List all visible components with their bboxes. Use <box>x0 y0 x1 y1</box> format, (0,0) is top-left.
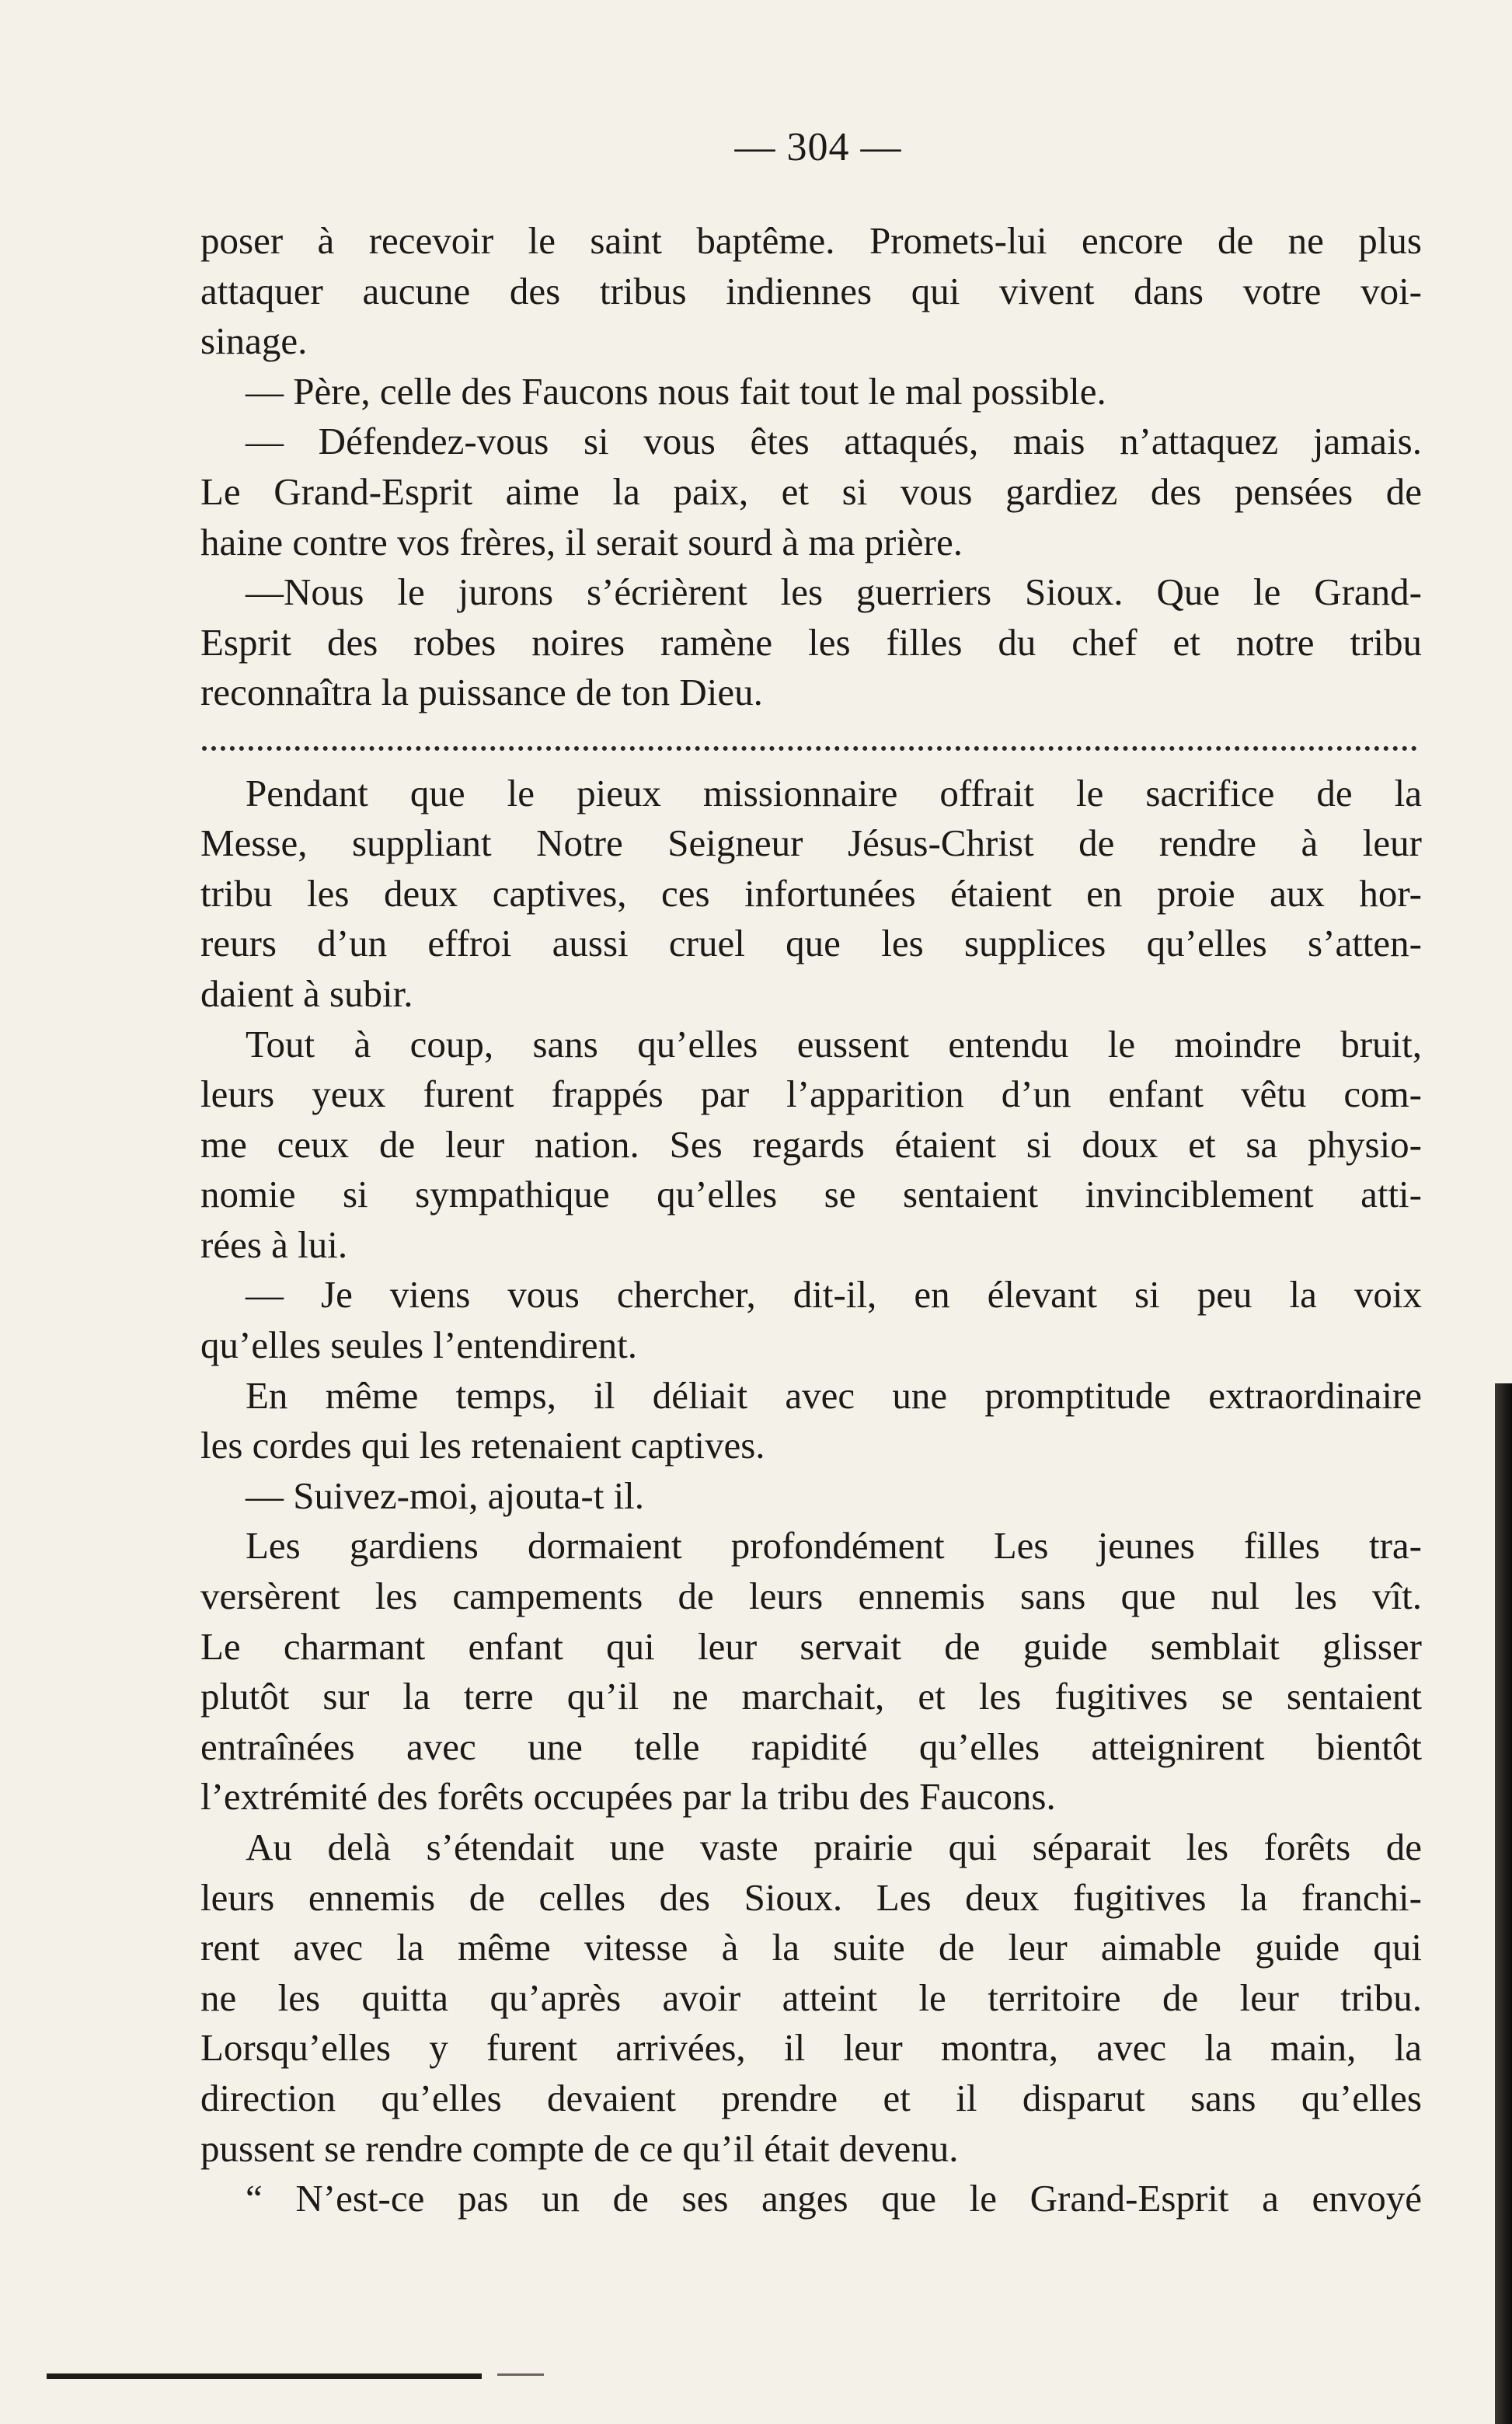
text-line: — Suivez-moi, ajouta-t il. <box>246 1474 645 1517</box>
text-line: — Défendez-vous si vous êtes attaqués, mais n’attaquez jamais. <box>246 420 1422 463</box>
text-line: entraînées avec une telle rapidité qu’elles atteignirent bientôt <box>200 1725 1422 1768</box>
text-line: pussent se rendre compte de ce qu’il était devenu. <box>200 2126 959 2170</box>
text-line: ne les quitta qu’après avoir atteint le territoire de leur tribu. <box>200 1976 1422 2019</box>
page-number: — 304 — <box>734 125 902 169</box>
text-line: Le Grand-Esprit aime la paix, et si vous gardiez des pensées de <box>200 469 1422 513</box>
text-line: Tout à coup, sans qu’elles eussent entendu le moindre bruit, <box>246 1022 1422 1066</box>
text-line: reurs d’un effroi aussi cruel que les supplices qu’elles s’atten- <box>200 922 1422 965</box>
text-line: En même temps, il déliait avec une promptitude extraordinaire <box>246 1373 1422 1417</box>
text-line: sinage. <box>200 319 308 363</box>
text-line: poser à recevoir le saint baptême. Promets-lui encore de ne plus <box>200 219 1422 262</box>
text-line: Lorsqu’elles y furent arrivées, il leur montra, avec la main, la <box>200 2026 1422 2070</box>
dotted-separator <box>200 718 1422 769</box>
text-line: rent avec la même vitesse à la suite de leur aimable guide qui <box>200 1926 1422 1969</box>
text-line: Pendant que le pieux missionnaire offrait le sacrifice de la <box>246 771 1422 814</box>
text-line: les cordes qui les retenaient captives. <box>200 1424 765 1467</box>
text-line: — Père, celle des Faucons nous fait tout le mal possible. <box>246 369 1106 413</box>
text-line: versèrent les campements de leurs ennemis sans que nul les vît. <box>200 1575 1422 1618</box>
text-line: attaquer aucune des tribus indiennes qui vivent dans votre voi- <box>200 269 1422 312</box>
text-line: qu’elles seules l’entendirent. <box>200 1324 637 1367</box>
text-line: “ N’est-ce pas un de ses anges que le Grand-Esprit a envoyé <box>246 2177 1422 2220</box>
text-line: daient à subir. <box>200 971 413 1015</box>
text-line: reconnaîtra la puissance de ton Dieu. <box>200 671 763 714</box>
text-line: Le charmant enfant qui leur servait de guide semblait glisser <box>200 1624 1422 1668</box>
text-line: leurs yeux furent frappés par l’apparition d’un enfant vêtu com- <box>200 1072 1422 1116</box>
text-line: tribu les deux captives, ces infortunées étaient en proie aux hor- <box>200 871 1422 915</box>
text-line: direction qu’elles devaient prendre et il disparut sans qu’elles <box>200 2076 1422 2119</box>
text-line: Les gardiens dormaient profondément Les jeunes filles tra- <box>246 1524 1422 1568</box>
text-line: — Je viens vous chercher, dit-il, en élevant si peu la voix <box>246 1273 1422 1317</box>
text-line: plutôt sur la terre qu’il ne marchait, et les fugitives se sentaient <box>200 1675 1422 1718</box>
text-line: rées à lui. <box>200 1222 348 1266</box>
body-text <box>200 216 1422 2224</box>
scan-bottom-mark <box>47 2373 482 2379</box>
text-line: leurs ennemis de celles des Sioux. Les deux fugitives la franchi- <box>200 1875 1422 1919</box>
text-line: Messe, suppliant Notre Seigneur Jésus-Christ de rendre à leur <box>200 821 1422 865</box>
text-line: haine contre vos frères, il serait sourd à ma prière. <box>200 520 963 563</box>
text-line: Esprit des robes noires ramène les filles du chef et notre tribu <box>200 620 1422 664</box>
scan-edge-shadow <box>1495 1383 1512 2424</box>
text-line: nomie si sympathique qu’elles se sentaient invinciblement atti- <box>200 1173 1422 1216</box>
text-line: me ceux de leur nation. Ses regards étaient si doux et sa physio- <box>200 1122 1422 1166</box>
scan-bottom-mark-2 <box>497 2373 544 2376</box>
text-line: Au delà s’étendait une vaste prairie qui séparait les forêts de <box>246 1826 1422 1868</box>
text-line: —Nous le jurons s’écrièrent les guerriers Sioux. Que le Grand- <box>246 570 1422 614</box>
text-line: l’extrémité des forêts occupées par la tribu des Faucons. <box>200 1775 1056 1819</box>
